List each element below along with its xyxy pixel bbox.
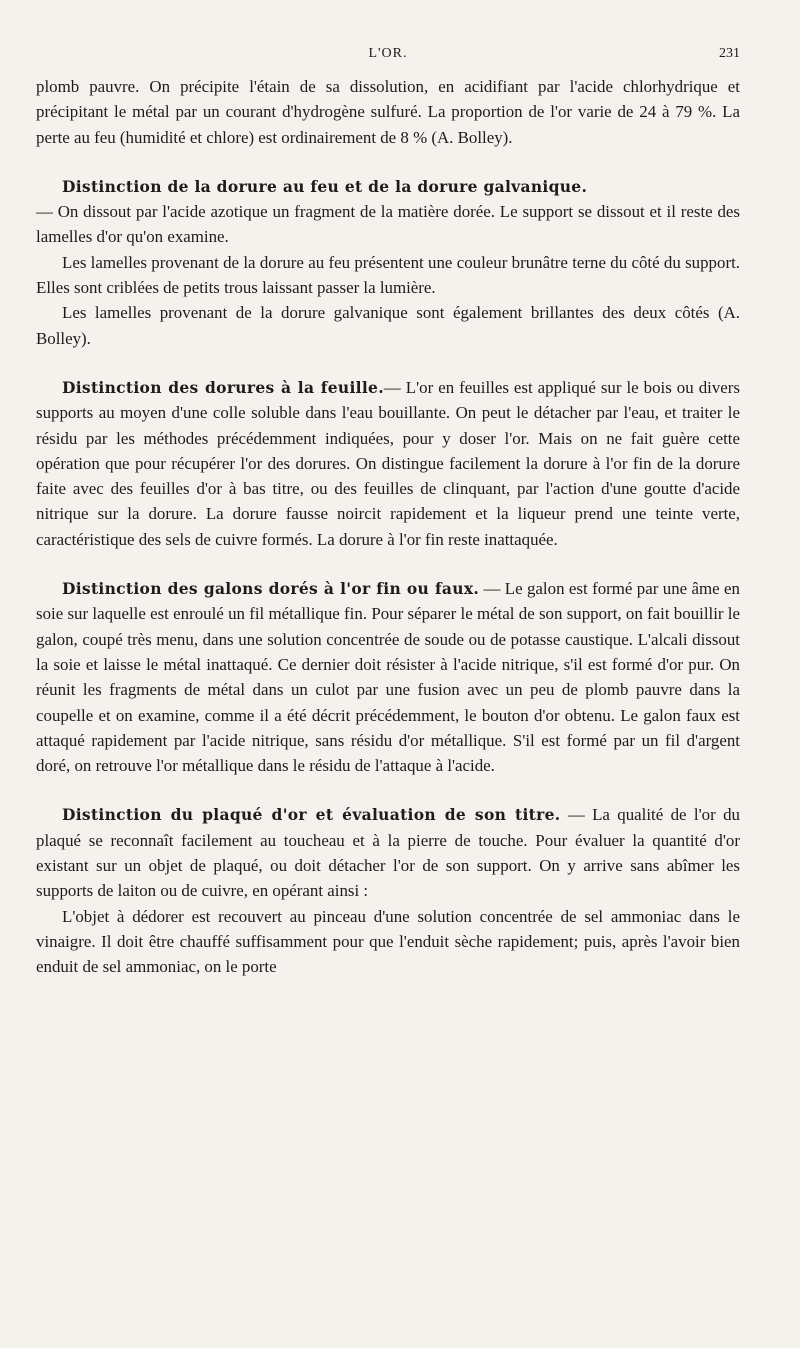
running-header [36, 46, 740, 74]
paragraph-text: — La qualité de l'or du plaqué se reconnaît facilement au toucheau et à la pierre de touche. Pour évaluer la quantité d'or existant sur un objet de plaqué, ou doit détacher l'or de son support. On y arrive sans abîmer les supports de laiton ou de cuivre, en opérant ainsi : [36, 805, 740, 901]
paragraph-text: L'objet à dédorer est recouvert au pinceau d'une solution concentrée de sel ammoniac dans le vinaigre. Il doit être chauffé suffisamment pour que l'enduit sèche rapidement; puis, après l'avoir bien enduit de sel ammoniac, on le porte [36, 906, 740, 977]
paragraph-text: plomb pauvre. On précipite l'étain de sa dissolution, en acidifiant par l'acide chlorhydrique et précipitant le métal par un courant d'hydrogène sulfuré. La proportion de l'or varie de 24 à 79 %. La perte au feu (humidité et chlore) est ordinairement de 8 % (A. Bolley). [36, 77, 740, 147]
section-heading: Distinction des galons dorés à l'or fin ou faux. [62, 579, 480, 599]
paragraph-text: Les lamelles provenant de la dorure au feu présentent une couleur brunâtre terne du côté du support. Elles sont criblées de petits trous laissant passer la lumière. [36, 252, 740, 298]
section-dorures-feuille [36, 375, 740, 552]
running-title: L'OR. [368, 46, 408, 61]
section-plaque-or [36, 802, 740, 979]
paragraph [36, 904, 740, 980]
book-page [0, 46, 800, 1348]
paragraph [36, 174, 740, 250]
paragraph-text: — Le galon est formé par une âme en soie sur laquelle est enroulé un fil métallique fin. Pour séparer le métal de son support, on fait bouillir le galon, coupé très menu, dans une solution concentrée de soude ou de potasse caustique. L'alcali dissout la soie et laisse le métal inattaqué. Ce dernier doit résister à l'acide nitrique, s'il est formé d'or pur. On réunit les fragments de métal dans un culot par une fusion avec un peu de plomb pauvre dans la coupelle et on examine, comme il a été décrit précédemment, le bouton d'or obtenu. Le galon faux est attaqué rapidement par l'acide nitrique, sans résidu d'or métallique. S'il est formé par un fil d'argent doré, on retrouve l'or métallique dans le résidu de l'attaque à l'acide. [36, 579, 740, 776]
paragraph [36, 74, 740, 150]
paragraph-text: — On dissout par l'acide azotique un fragment de la matière dorée. Le support se dissout et il reste des lamelles d'or qu'on examine. [36, 202, 740, 247]
paragraph [36, 802, 740, 903]
page-number: 231 [719, 46, 740, 61]
paragraph [36, 375, 740, 552]
section-heading: Distinction des dorures à la feuille. [62, 377, 384, 397]
section-heading: Distinction de la dorure au feu et de la dorure galvanique. [62, 176, 588, 196]
paragraph-text: Les lamelles provenant de la dorure galvanique sont également brillantes des deux côtés (A. Bolley). [36, 303, 740, 348]
section-heading: Distinction du plaqué d'or et évaluation de son titre. [62, 805, 561, 825]
paragraph [36, 250, 740, 301]
paragraph [36, 300, 740, 351]
section-intro [36, 74, 740, 150]
paragraph-text: — L'or en feuilles est appliqué sur le bois ou divers supports au moyen d'une colle soluble dans l'eau bouillante. On peut le détacher par l'eau, et traiter le résidu par les méthodes précédemment indiquées, pour y doser l'or. Mais on ne fait guère cette opération que pour récupérer l'or des dorures. On distingue facilement la dorure à l'or fin de la dorure faite avec des feuilles d'or à bas titre, ou des feuilles de clinquant, par l'action d'une goutte d'acide nitrique sur la dorure. La dorure fausse noircit rapidement et la liqueur prend une teinte verte, caractéristique des sels de cuivre formés. La dorure à l'or fin reste inattaquée. [36, 377, 740, 549]
section-galons-dores [36, 576, 740, 778]
section-dorure-feu-galvanique [36, 174, 740, 351]
paragraph [36, 576, 740, 778]
body-text [36, 74, 740, 980]
